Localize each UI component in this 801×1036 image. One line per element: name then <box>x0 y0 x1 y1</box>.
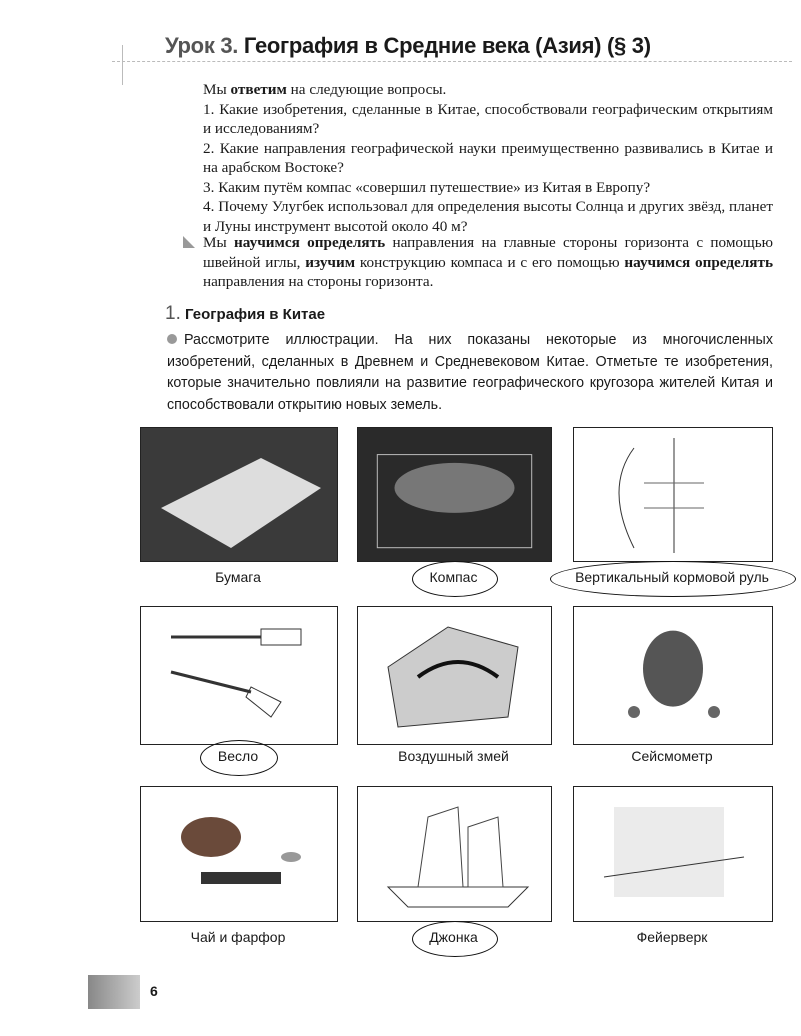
paper-image <box>141 428 337 561</box>
tea-illustration <box>140 786 338 922</box>
oar-illustration <box>140 606 338 745</box>
caption-oar: Весло <box>217 748 259 764</box>
answer-circle <box>200 740 278 776</box>
question: 2. Какие направления географической науки преимущественно развивались в Китае и на арабском Востоке? <box>203 139 773 176</box>
rudder-image <box>574 428 772 561</box>
seismometer-image <box>574 607 772 744</box>
caption-seismometer: Сейсмометр <box>631 748 713 764</box>
intro-lead: Мы ответим на следующие вопросы. <box>203 81 447 98</box>
caption-compass: Компас <box>429 569 478 585</box>
task-text: Рассмотрите иллюстрации. На них показаны некоторые из многочисленных изобретений, сделанных в Древнем и Средневековом Китае. Отметьте те изобретения, которые значительно повлияли на развитие географического кругозора жителей Китая и способствовали открытию новых земель. <box>167 332 773 413</box>
firework-image <box>574 787 772 921</box>
compass-illustration <box>357 427 552 562</box>
bullet-icon <box>167 334 177 344</box>
kite-image <box>358 607 551 744</box>
question: 3. Каким путём компас «совершил путешествие» из Китая в Европу? <box>203 178 651 196</box>
caption-kite: Воздушный змей <box>398 748 509 764</box>
answer-circle <box>412 561 498 597</box>
answer-circle <box>550 561 796 597</box>
crop-mark <box>122 45 123 85</box>
learning-goals: Мы научимся определять направления на главные стороны горизонта с помощью швейной иглы, изучим конструкцию компаса и с его помощью научимся определять направления на стороны горизонта. <box>203 234 773 290</box>
junk-illustration <box>357 786 552 922</box>
oar-image <box>141 607 337 744</box>
section-heading: 1. География в Китае <box>165 303 326 324</box>
tea-image <box>141 787 337 921</box>
firework-illustration <box>573 786 773 922</box>
question: 1. Какие изобретения, сделанные в Китае, способствовали географическим открытиям и исследованиям? <box>203 100 773 137</box>
compass-image <box>358 428 551 561</box>
rudder-illustration <box>573 427 773 562</box>
page-tab-decoration <box>88 975 140 1009</box>
page-number: 6 <box>150 983 158 999</box>
seismometer-illustration <box>573 606 773 745</box>
title-divider <box>112 61 792 62</box>
answer-circle <box>412 921 498 957</box>
junk-image <box>358 787 551 921</box>
caption-firework: Фейерверк <box>636 929 708 945</box>
paper-illustration <box>140 427 338 562</box>
caption-tea: Чай и фарфор <box>190 929 286 945</box>
question: 4. Почему Улугбек использовал для определения высоты Солнца и других звёзд, планет и Луны инструмент высотой около 40 м? <box>203 198 773 235</box>
intro-block <box>203 80 773 236</box>
caption-junk: Джонка <box>429 929 478 945</box>
bookmark-icon <box>183 236 195 248</box>
kite-illustration <box>357 606 552 745</box>
caption-rudder: Вертикальный кормовой руль <box>575 569 769 585</box>
page-title: Урок 3. География в Средние века (Азия) (§ 3) <box>165 33 651 58</box>
caption-paper: Бумага <box>215 569 261 585</box>
